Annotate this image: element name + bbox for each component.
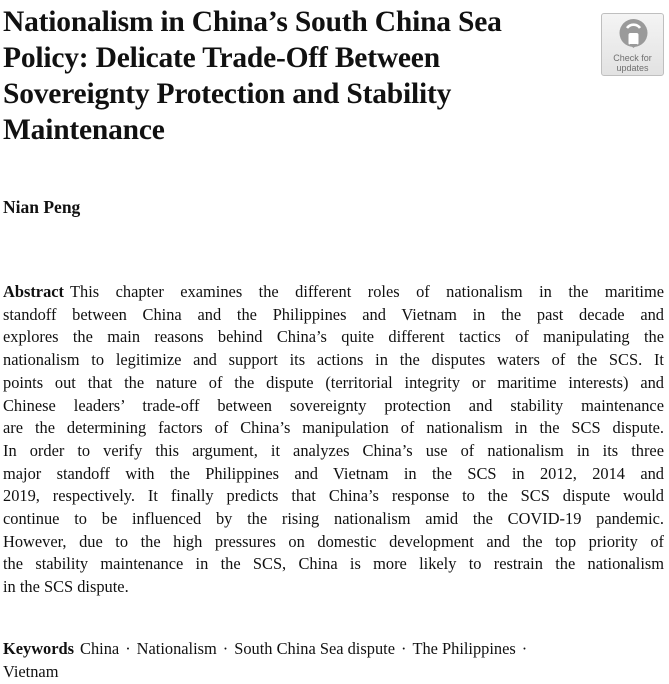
abstract-label: Abstract: [3, 282, 64, 301]
keyword-separator: ·: [125, 639, 131, 658]
abstract-line: continue to be influenced by the rising nationalism amid the COVID-19 pandemic.: [3, 509, 664, 529]
abstract-line: 2019, respectively. It finally predicts that China’s response to the SCS dispute would: [3, 486, 664, 506]
abstract-text: This chapter examines the different roles of nationalism in the maritime: [70, 282, 664, 301]
abstract-line: explores the main reasons behind China’s quite different tactics of manipulating the: [3, 327, 664, 347]
abstract-line: standoff between China and the Philippines and Vietnam in the past decade and: [3, 304, 664, 324]
title-line: Policy: Delicate Trade-Off Between: [3, 42, 440, 74]
paper-title: [3, 4, 588, 148]
badge-line: updates: [616, 63, 649, 73]
keywords: [3, 638, 664, 683]
keyword-separator: ·: [222, 639, 229, 658]
keyword: South China Sea dispute: [234, 639, 395, 658]
title-line: Nationalism in China’s South China Sea: [3, 6, 502, 38]
abstract-line: Chinese leaders’ trade-off between sovereignty protection and stability maintenance: [3, 395, 664, 415]
abstract: [3, 281, 664, 599]
keyword: Vietnam: [3, 661, 59, 681]
title-line: Sovereignty Protection and Stability: [3, 78, 452, 110]
keyword: China: [80, 639, 120, 658]
check-for-updates-badge[interactable]: [601, 13, 664, 76]
abstract-line: major standoff with the Philippines and Vietnam in the SCS in 2012, 2014 and: [3, 463, 664, 483]
check-for-updates-icon: [618, 18, 649, 52]
abstract-line: points out that the nature of the dispute (territorial integrity or maritime interests) and: [3, 372, 664, 392]
keyword-separator: ·: [400, 639, 407, 658]
keywords-label: Keywords: [3, 639, 75, 658]
abstract-line: the stability maintenance in the SCS, China is more likely to restrain the nationalism: [3, 554, 664, 574]
abstract-line: are the determining factors of China’s manipulation of nationalism in the SCS dispute.: [3, 418, 664, 438]
abstract-line: In order to verify this argument, it analyzes China’s use of nationalism in its three: [3, 440, 664, 460]
keyword-separator: ·: [521, 639, 528, 658]
keyword: The Philippines: [412, 639, 516, 658]
abstract-line: However, due to the high pressures on domestic development and the top priority of: [3, 531, 664, 551]
abstract-line: nationalism to legitimize and support its actions in the disputes waters of the SCS. It: [3, 350, 664, 370]
badge-label: [602, 53, 663, 73]
author-name: Nian Peng: [3, 197, 81, 217]
title-line: Maintenance: [3, 114, 165, 146]
abstract-line: in the SCS dispute.: [3, 577, 129, 597]
badge-line: Check for: [613, 53, 652, 63]
abstract-line: [3, 281, 664, 304]
keyword: Nationalism: [136, 639, 217, 658]
